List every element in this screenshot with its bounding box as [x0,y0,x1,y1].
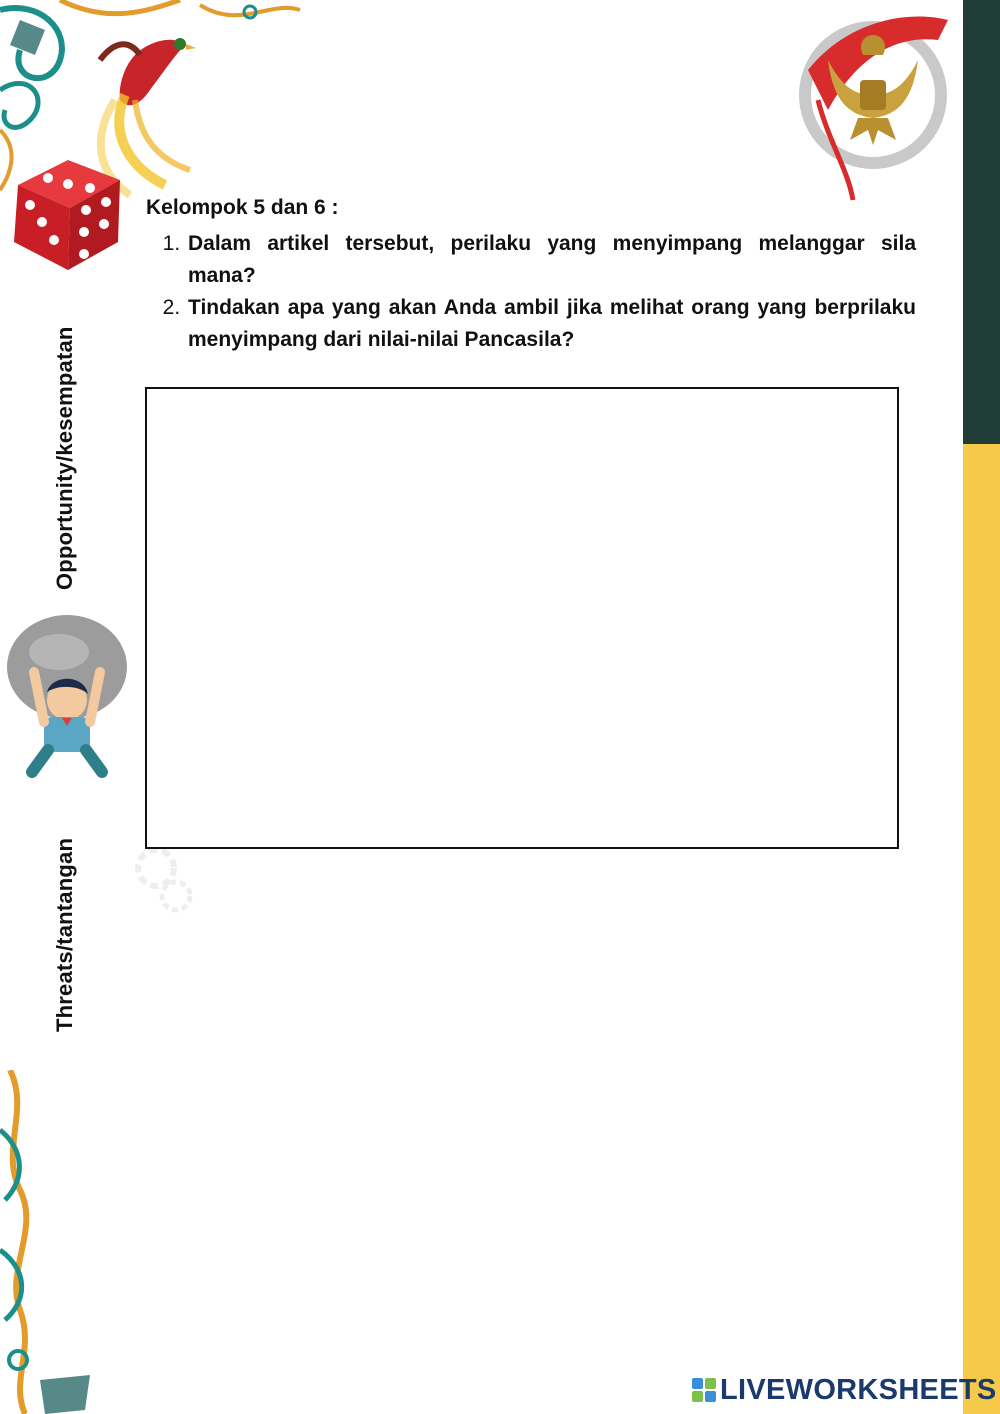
question-section [146,194,916,356]
question-item: 2. Tindakan apa yang akan Anda ambil jika melihat orang yang berprilaku menyimpang dari nilai-nilai Pancasila? [186,292,916,356]
garuda-emblem [788,0,958,205]
logo-mark-icon [692,1378,716,1402]
liveworksheets-logo [692,1374,997,1406]
ornament-corner-bottom-left [0,1070,100,1414]
sidebar-stripe-yellow [963,444,1000,1414]
question-list [146,228,916,356]
dice-icon [8,150,126,272]
group-heading: Kelompok 5 dan 6 : [146,196,339,219]
threats-label: Threats/tantangan [52,837,77,1032]
rock-carrier-illustration [4,612,130,780]
question-item: 1. Dalam artikel tersebut, perilaku yang menyimpang melanggar sila mana? [186,228,916,292]
gear-icon [126,838,201,918]
answer-text-box[interactable] [145,387,899,849]
sidebar-stripe-dark [963,0,1000,444]
opportunity-label: Opportunity/kesempatan [52,326,77,590]
logo-text: LIVEWORKSHEETS [720,1373,997,1406]
